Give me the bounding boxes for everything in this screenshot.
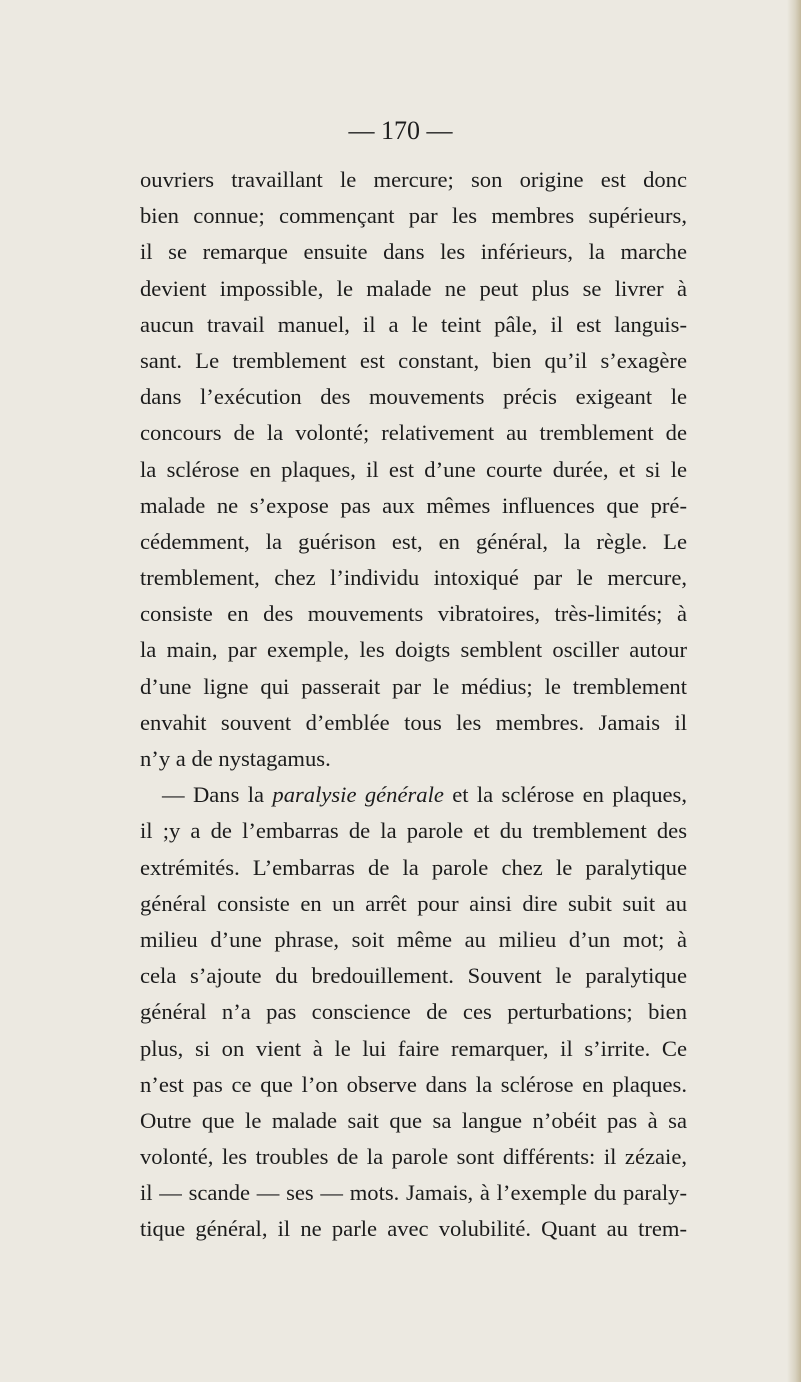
text-line: il se remarque ensuite dans les inférieurs, la marche: [140, 239, 687, 265]
text-line: il ;y a de l’embarras de la parole et du tremblement des: [140, 818, 687, 844]
text-line: général consiste en un arrêt pour ainsi dire subit suit au: [140, 890, 687, 916]
text-line: ouvriers travaillant le mercure; son origine est donc: [140, 167, 687, 192]
text-line: consiste en des mouvements vibratoires, très-limités; à: [140, 601, 687, 627]
text-line: il — scande — ses — mots. Jamais, à l’exemple du paraly-: [140, 1180, 687, 1206]
text-line: concours de la volonté; relativement au tremblement de: [140, 420, 687, 446]
text-fragment: et la sclérose en plaques,: [443, 782, 687, 808]
text-line: aucun travail manuel, il a le teint pâle, il est languis-: [140, 311, 687, 337]
text-line: général n’a pas conscience de ces perturbations; bien: [140, 999, 687, 1025]
text-line: n’y a de nystagamus.: [140, 746, 331, 771]
text-line: tremblement, chez l’individu intoxiqué par le mercure,: [140, 565, 687, 591]
text-line: plus, si on vient à le lui faire remarquer, il s’irrite. Ce: [140, 1035, 687, 1061]
body-text: [140, 162, 687, 1248]
text-line: dans l’exécution des mouvements précis exigeant le: [140, 384, 687, 410]
text-line: la main, par exemple, les doigts semblent osciller autour: [140, 637, 687, 663]
paragraph-start-line: [140, 777, 687, 813]
text-line: extrémités. L’embarras de la parole chez le paralytique: [140, 854, 687, 880]
text-line: Outre que le malade sait que sa langue n’obéit pas à sa: [140, 1107, 687, 1133]
text-line: cédemment, la guérison est, en général, la règle. Le: [140, 528, 687, 554]
text-line: cela s’ajoute du bredouillement. Souvent le paralytique: [140, 963, 687, 989]
text-line: d’une ligne qui passerait par le médius; le tremblement: [140, 673, 687, 699]
page-number: — 170 —: [348, 116, 453, 145]
text-fragment: — Dans la: [162, 782, 273, 808]
italic-term: paralysie générale: [272, 782, 444, 808]
text-line: volonté, les troubles de la parole sont différents: il zézaie,: [140, 1144, 687, 1170]
text-line: envahit souvent d’emblée tous les membres. Jamais il: [140, 709, 687, 735]
page-edge-shadow: [787, 0, 801, 1382]
text-line: sant. Le tremblement est constant, bien qu’il s’exagère: [140, 347, 687, 373]
text-line: bien connue; commençant par les membres supérieurs,: [140, 203, 687, 229]
text-line: malade ne s’expose pas aux mêmes influences que pré-: [140, 492, 687, 518]
text-line: milieu d’une phrase, soit même au milieu d’un mot; à: [140, 926, 687, 952]
text-line: devient impossible, le malade ne peut plus se livrer à: [140, 275, 687, 301]
text-line: la sclérose en plaques, il est d’une courte durée, et si le: [140, 456, 687, 482]
text-line: n’est pas ce que l’on observe dans la sclérose en plaques.: [140, 1071, 687, 1097]
text-line: tique général, il ne parle avec volubilité. Quant au trem-: [140, 1216, 687, 1242]
